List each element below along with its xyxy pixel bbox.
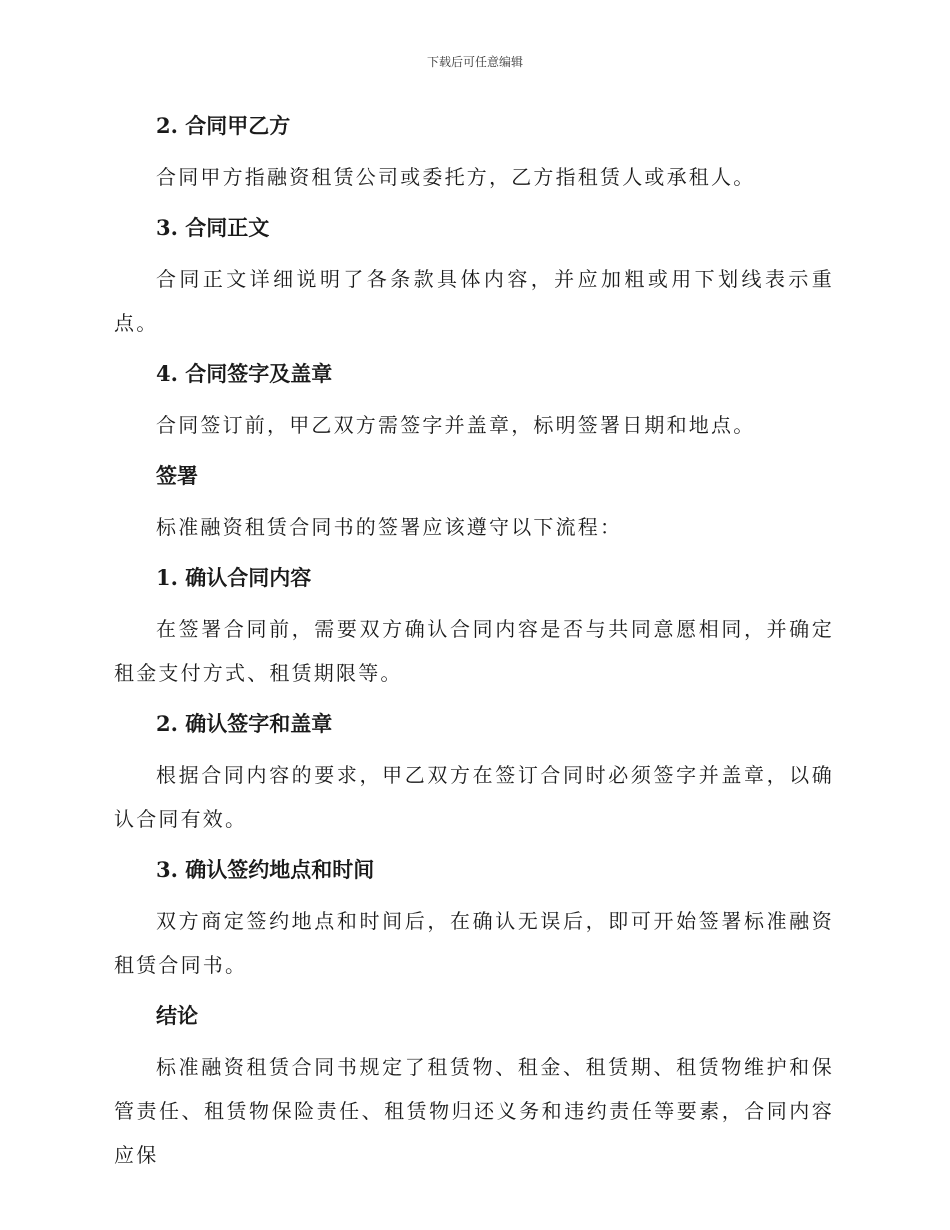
paragraph-confirm-signature: 根据合同内容的要求，甲乙双方在签订合同时必须签字并盖章，以确认合同有效。 [114, 763, 834, 831]
section-heading-confirm-content: 1. 确认合同内容 [156, 565, 312, 590]
section-heading-conclusion: 结论 [156, 1003, 198, 1028]
section-heading-signing: 签署 [156, 463, 198, 488]
section-heading-signature-seal: 4. 合同签字及盖章 [156, 361, 333, 386]
paragraph-signature-seal: 合同签订前，甲乙双方需签字并盖章，标明签署日期和地点。 [156, 413, 756, 437]
section-heading-contract-parties: 2. 合同甲乙方 [156, 113, 291, 138]
page-header: 下载后可任意编辑 [426, 55, 523, 69]
paragraph-confirm-content: 在签署合同前，需要双方确认合同内容是否与共同意愿相同，并确定租金支付方式、租赁期限等。 [114, 617, 834, 685]
paragraph-conclusion: 标准融资租赁合同书规定了租赁物、租金、租赁期、租赁物维护和保管责任、租赁物保险责任、租赁物归还义务和违约责任等要素，合同内容应保 [114, 1055, 834, 1167]
section-heading-contract-body: 3. 合同正文 [156, 215, 270, 240]
paragraph-signing-intro: 标准融资租赁合同书的签署应该遵守以下流程： [156, 515, 623, 539]
document-body [114, 103, 834, 1183]
paragraph-contract-body: 合同正文详细说明了各条款具体内容，并应加粗或用下划线表示重点。 [114, 267, 834, 335]
paragraph-confirm-place-time: 双方商定签约地点和时间后，在确认无误后，即可开始签署标准融资租赁合同书。 [114, 909, 834, 977]
section-heading-confirm-signature: 2. 确认签字和盖章 [156, 711, 333, 736]
paragraph-contract-parties: 合同甲方指融资租赁公司或委托方，乙方指租赁人或承租人。 [156, 165, 756, 189]
section-heading-confirm-place-time: 3. 确认签约地点和时间 [156, 857, 375, 882]
